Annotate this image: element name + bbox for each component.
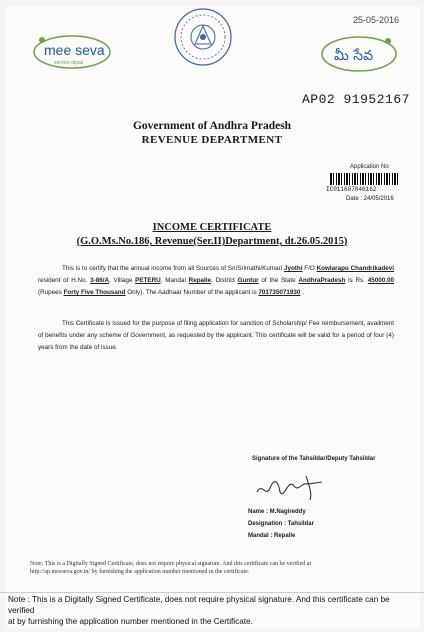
village-name: PETERU xyxy=(135,277,161,284)
mee-seva-logo xyxy=(32,34,112,70)
applicant-name: Jyothi xyxy=(283,265,303,272)
go-reference: (G.O.Ms.No.186, Revenue(Ser.II)Department, dt.26.05.2015) xyxy=(76,236,348,247)
district-name: Guntur xyxy=(237,277,259,284)
state-emblem-icon xyxy=(170,4,236,74)
certificate-serial-number: AP02 91952167 xyxy=(302,92,410,107)
note-line-2: at by furnishing the application number mentioned in the Certificate. xyxy=(8,617,253,626)
digital-signature-note xyxy=(8,594,416,627)
application-date: Date : 24/05/2016 xyxy=(346,196,394,202)
income-statement-paragraph: This is to certify that the annual income from all Sources of Sri/Srimathi/Kumari Jyothi F/O Kowlarapu Chandrikadevi resident of H.No. 3-86/A, Village PETERU, Mandal Repalle, District Guntur of the State AndhraPradesh is Rs. 45000.00 (Rupees Forty Five Thousand Only). The Aadhaar Number of the applicant is 701735071930 . xyxy=(38,265,394,296)
digital-signature-note-small: Note: This is a Digitally Signed Certificate, does not require physical signature. And this certificate can be verified at http://ap.meeseva.gov.in/ by furnishing the application number mentioned in the certificate. xyxy=(30,561,312,575)
signature-title: Signature of the Tahsildar/Deputy Tahsildar xyxy=(252,456,376,462)
page-fold-line xyxy=(0,592,424,593)
barcode-icon xyxy=(330,172,402,184)
application-number-label: Application No xyxy=(350,164,389,170)
state-name: AndhraPradesh xyxy=(298,277,346,284)
note-line-1: Note : This is a Digitally Signed Certificate, does not require physical signature. And this certificate can be verified xyxy=(8,595,390,615)
certificate-title: INCOME CERTIFICATE xyxy=(152,222,272,233)
department-heading: REVENUE DEPARTMENT xyxy=(141,134,283,146)
aadhaar-number: 701735071930 xyxy=(258,289,301,296)
handwritten-signature xyxy=(252,470,332,504)
income-amount-words: Forty Five Thousand xyxy=(63,289,126,296)
top-date: 25-05-2016 xyxy=(353,15,400,25)
mee-seva-telugu-logo xyxy=(320,34,398,74)
application-number: IC011607846162 xyxy=(326,186,377,193)
government-heading: Government of Andhra Pradesh xyxy=(132,120,292,132)
income-amount: 45000.00 xyxy=(367,277,394,284)
officer-designation: Designation : Tahsildar xyxy=(248,521,314,527)
mee-seva-telugu-text: మీ సేవ xyxy=(334,48,374,64)
mee-seva-logo-sub: service dipak xyxy=(54,60,84,66)
officer-name: Name : M.Nagireddy xyxy=(248,509,306,515)
mandal-name: Repalle xyxy=(188,277,212,284)
parent-name: Kowlarapu Chandrikadevi xyxy=(316,265,394,272)
house-number: 3-86/A xyxy=(90,277,110,284)
mee-seva-logo-text: mee seva xyxy=(44,42,105,58)
purpose-paragraph: This Certificate is issued for the purpose of filing application for sanction of Scholarship/ Fee reimbursement, availment of benefits under any scheme of Government, as requested by the applicant. This certificate will be valid for a period of four (4) years from the date of issue. xyxy=(38,320,394,351)
officer-mandal: Mandal : Repalle xyxy=(248,533,296,539)
